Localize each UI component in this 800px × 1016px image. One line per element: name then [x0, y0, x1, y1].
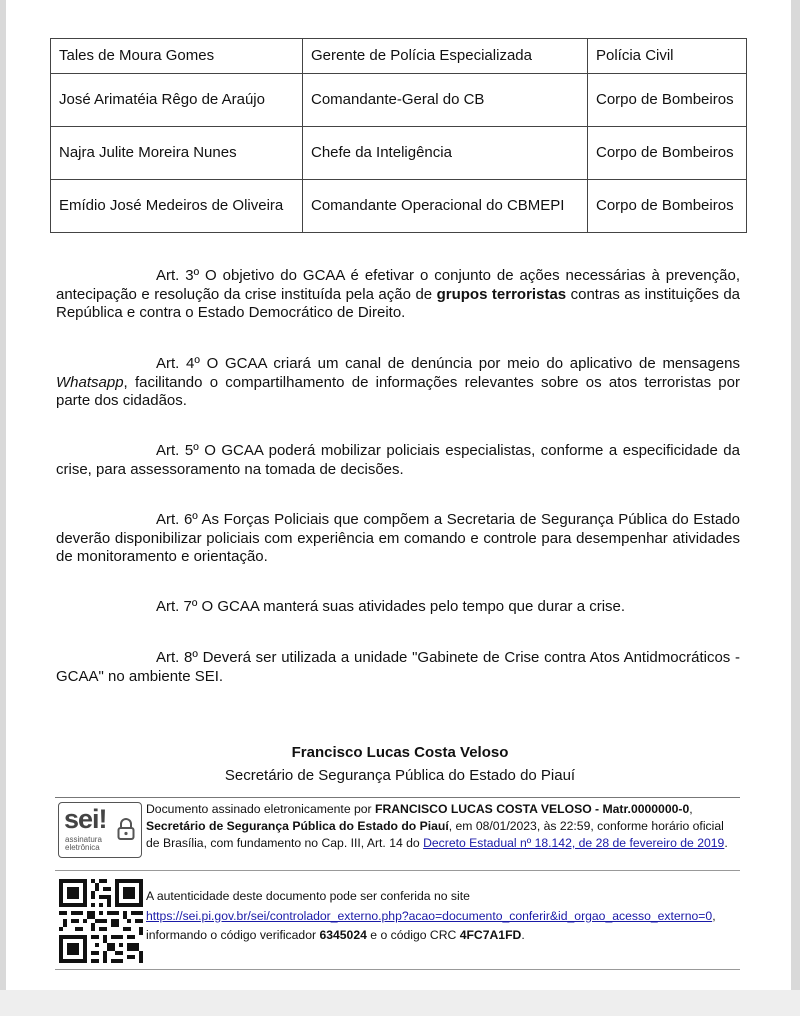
sei-logo: sei! assinatura eletrônica [58, 802, 142, 858]
viewer-bottom-bar [0, 990, 800, 1016]
authenticity-statement: A autenticidade deste documento pode ser conferida no site https://sei.pi.gov.br/sei/controlador_externo.php?acao=documento_conferir&id_orgao_acesso_externo=0, informando o código verificador 6345024 e o código CRC 4FC7A1FD. [146, 889, 716, 942]
member-name: Emídio José Medeiros de Oliveira [51, 180, 303, 233]
member-role: Comandante-Geral do CB [303, 74, 588, 127]
member-name: Najra Julite Moreira Nunes [51, 127, 303, 180]
table-row [51, 74, 747, 127]
decree-link[interactable]: Decreto Estadual nº 18.142, de 28 de fevereiro de 2019 [423, 836, 725, 850]
verification-link[interactable]: https://sei.pi.gov.br/sei/controlador_externo.php?acao=documento_conferir&id_orgao_acesso_externo=0 [146, 908, 713, 923]
electronic-signature-block [55, 797, 740, 871]
member-org: Corpo de Bombeiros [588, 74, 747, 127]
table-row [51, 39, 747, 74]
table-row [51, 127, 747, 180]
signature-statement: Documento assinado eletronicamente por FRANCISCO LUCAS COSTA VELOSO - Matr.0000000-0, Secretário de Segurança Pública do Estado do Piauí, em 08/01/2023, às 22:59, conforme horário oficial de Brasília, com fundamento no Cap. III, Art. 14 do Decreto Estadual nº 18.142, de 28 de fevereiro de 2019. [146, 802, 728, 850]
signatory-role: Secretário de Segurança Pública do Estado do Piauí [224, 767, 576, 784]
member-name: Tales de Moura Gomes [51, 39, 303, 74]
member-name: José Arimatéia Rêgo de Araújo [51, 74, 303, 127]
article-8: Art. 8º Deverá ser utilizada a unidade "Gabinete de Crise contra Atos Antidmocráticos - GCAA" no ambiente SEI. [56, 649, 740, 685]
table-row [51, 180, 747, 233]
member-role: Gerente de Polícia Especializada [303, 39, 588, 74]
article-7: Art. 7º O GCAA manterá suas atividades pelo tempo que durar a crise. [156, 598, 626, 615]
member-role: Chefe da Inteligência [303, 127, 588, 180]
article-4: Art. 4º O GCAA criará um canal de denúncia por meio do aplicativo de mensagens Whatsapp, facilitando o compartilhamento de informações relevantes sobre os atos terroristas por parte dos cidadãos. [56, 355, 740, 409]
article-5: Art. 5º O GCAA poderá mobilizar policiais especialistas, conforme a especificidade da crise, para assessoramento na tomada de decisões. [56, 442, 740, 478]
member-org: Corpo de Bombeiros [588, 180, 747, 233]
article-3: Art. 3º O objetivo do GCAA é efetivar o conjunto de ações necessárias à prevenção, antecipação e resolução da crise instituída pela ação de grupos terroristas contras as instituições da República e contra o Estado Democrático de Direito. [56, 267, 741, 321]
authenticity-block [55, 875, 740, 970]
qr-code-icon [59, 879, 143, 963]
signatory-name: Francisco Lucas Costa Veloso [291, 744, 509, 761]
member-org: Corpo de Bombeiros [588, 127, 747, 180]
crisis-committee-table [50, 38, 747, 233]
padlock-icon [117, 817, 135, 841]
member-org: Polícia Civil [588, 39, 747, 74]
article-6: Art. 6º As Forças Policiais que compõem a Secretaria de Segurança Pública do Estado deverão disponibilizar policiais com experiência em comando e controle para desempenhar atividades de monitoramento e orientação. [56, 511, 740, 565]
member-role: Comandante Operacional do CBMEPI [303, 180, 588, 233]
